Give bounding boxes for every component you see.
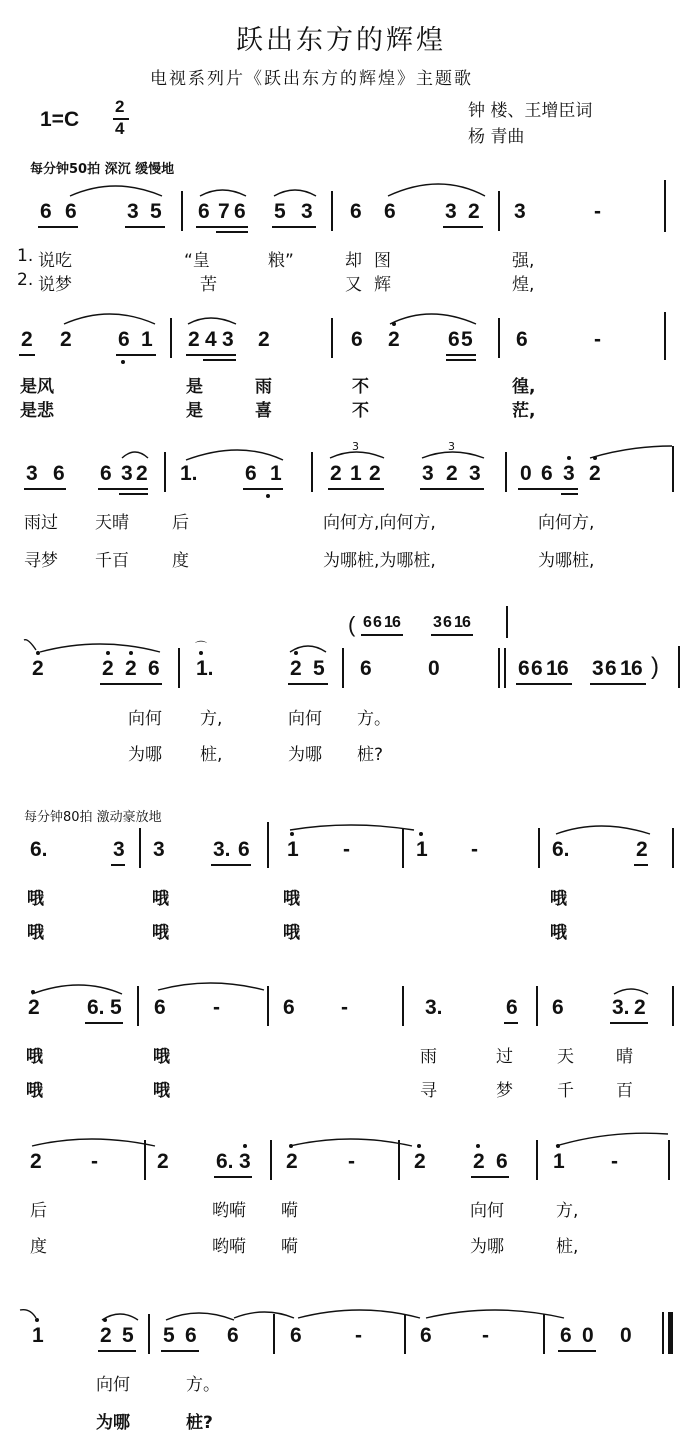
note: 6.	[216, 1150, 234, 1173]
note: 6	[605, 657, 617, 680]
slur	[64, 314, 155, 324]
note: 5	[122, 1324, 134, 1347]
sustain-dash: -	[348, 1150, 355, 1173]
lyric: 度	[172, 551, 189, 571]
note: 6	[516, 328, 528, 351]
triplet-mark: 3	[448, 440, 455, 453]
note: 6	[290, 1324, 302, 1347]
note: 1	[620, 657, 632, 680]
sustain-dash: -	[341, 996, 348, 1019]
slur	[422, 452, 484, 458]
note: 6	[65, 200, 77, 223]
lyric: “皇	[184, 251, 210, 271]
lyric: 千	[557, 1081, 574, 1101]
note: 6	[53, 462, 65, 485]
lyric: 天晴	[95, 513, 129, 533]
note: 6	[448, 328, 460, 351]
lyric: 梦	[496, 1081, 513, 1101]
note: 6	[351, 328, 363, 351]
note: 3.	[425, 996, 443, 1019]
note: 3	[563, 462, 575, 485]
slur	[274, 190, 316, 196]
note: 6	[384, 200, 396, 223]
lyric: 为哪	[128, 745, 162, 765]
note: 2	[636, 838, 648, 861]
note: 1.	[196, 657, 214, 680]
lyric: 后	[172, 513, 189, 533]
lyric: 煌,	[512, 275, 535, 295]
note: 6	[496, 1150, 508, 1173]
lyric: 桩?	[357, 745, 384, 765]
note: 3	[445, 200, 457, 223]
note: 2	[369, 462, 381, 485]
sustain-dash: -	[355, 1324, 362, 1347]
lyric: 喜	[255, 401, 272, 421]
lyric: 方,	[200, 709, 223, 729]
tempo-marking-2: 每分钟80拍 激动豪放地	[24, 810, 162, 825]
lyric: 方。	[357, 709, 391, 729]
lyric: 为哪	[96, 1413, 130, 1433]
note: 6	[552, 996, 564, 1019]
note: 6	[443, 614, 452, 631]
lyric: 向何	[288, 709, 322, 729]
sustain-dash: -	[91, 1150, 98, 1173]
note: 6	[557, 657, 569, 680]
note: 6.	[87, 996, 105, 1019]
note: 2	[60, 328, 72, 351]
note: 0	[520, 462, 532, 485]
note: 6	[420, 1324, 432, 1347]
tie	[556, 1133, 668, 1146]
sustain-dash: -	[482, 1324, 489, 1347]
lyric: 却图	[345, 251, 403, 271]
note: 6	[185, 1324, 197, 1347]
note: 6	[373, 614, 382, 631]
sustain-dash: -	[471, 838, 478, 861]
note: 3	[222, 328, 234, 351]
lyric: 桩,	[200, 745, 223, 765]
lyric: 哦	[26, 1081, 43, 1101]
tie	[590, 446, 672, 458]
lyric: 哦	[153, 1081, 170, 1101]
note: 2	[258, 328, 270, 351]
note: 6	[238, 838, 250, 861]
lyric: 哦	[153, 1047, 170, 1067]
verse-number: 2.	[17, 270, 34, 290]
note: 3.	[213, 838, 231, 861]
note: 1	[384, 614, 393, 631]
note: 2	[290, 657, 302, 680]
note: 6.	[30, 838, 48, 861]
lyric: 为哪桩,	[538, 551, 595, 571]
lyric: 为哪桩,为哪桩,	[323, 551, 436, 571]
note: 6	[541, 462, 553, 485]
note: 1	[553, 1150, 565, 1173]
lyric: 是	[186, 377, 203, 397]
note: 1	[416, 838, 428, 861]
note: 6	[198, 200, 210, 223]
lyric: 桩,	[556, 1237, 579, 1257]
lyric: 向何	[96, 1375, 130, 1395]
sustain-dash: -	[611, 1150, 618, 1173]
lyric: 哦	[152, 923, 169, 943]
note: 0	[582, 1324, 594, 1347]
tie	[24, 640, 36, 650]
note: 6	[234, 200, 246, 223]
note: 5	[110, 996, 122, 1019]
sustain-dash: -	[343, 838, 350, 861]
note: 6	[506, 996, 518, 1019]
lyric: 强,	[512, 251, 535, 271]
note: 0	[428, 657, 440, 680]
note: 6	[283, 996, 295, 1019]
lyric: 过	[496, 1047, 513, 1067]
lyricist-credit: 钟 楼、王增臣词	[468, 101, 593, 121]
note: 6	[518, 657, 530, 680]
tempo-marking-1: 每分钟50拍 深沉 缓慢地	[30, 162, 175, 177]
note: 6	[148, 657, 160, 680]
note: 3	[301, 200, 313, 223]
note: 2	[136, 462, 148, 485]
note: 3	[239, 1150, 251, 1173]
note: 2	[125, 657, 137, 680]
note: 6	[154, 996, 166, 1019]
slur	[330, 452, 384, 458]
note: 5	[313, 657, 325, 680]
tie	[158, 983, 264, 990]
lyric: 哦	[26, 1047, 43, 1067]
note: 3	[26, 462, 38, 485]
lyric: 徨,	[512, 377, 536, 397]
composer-credit: 杨 青曲	[468, 127, 525, 147]
tie	[426, 1310, 564, 1318]
lyric: 后	[30, 1201, 47, 1221]
note: 2	[468, 200, 480, 223]
note: 1	[546, 657, 558, 680]
note: 2	[188, 328, 200, 351]
note: 5	[274, 200, 286, 223]
lyric: 说吃	[38, 251, 72, 271]
lyric: 桩?	[186, 1413, 213, 1433]
lyric: 雨	[255, 377, 272, 397]
tie	[32, 1139, 155, 1146]
lyric: 嗬	[281, 1201, 298, 1221]
lyric: 雨	[420, 1047, 437, 1067]
lyric: 哦	[152, 889, 169, 909]
tie	[20, 1310, 36, 1318]
lyric: 向何	[128, 709, 162, 729]
lyric: 方。	[186, 1375, 220, 1395]
note: 5	[150, 200, 162, 223]
note: 2	[446, 462, 458, 485]
lyric: 粮”	[268, 251, 294, 271]
time-signature-bottom: 4	[115, 119, 125, 138]
lyric: 千百	[95, 551, 129, 571]
lyric: 是悲	[20, 401, 54, 421]
slur	[188, 318, 236, 324]
sustain-dash: -	[594, 200, 601, 223]
lyric: 度	[30, 1237, 47, 1257]
lyric: 向何方,向何方,	[323, 513, 436, 533]
note: 6	[631, 657, 643, 680]
note: 0	[620, 1324, 632, 1347]
slur	[200, 190, 246, 196]
note: 7	[218, 200, 230, 223]
note: 3	[469, 462, 481, 485]
slur	[390, 314, 476, 324]
note: 1	[454, 614, 463, 631]
lyric: 向何	[470, 1201, 504, 1221]
tie	[234, 1312, 294, 1318]
sustain-dash: -	[213, 996, 220, 1019]
note: 3	[422, 462, 434, 485]
note: 1.	[180, 462, 198, 485]
note: 5	[163, 1324, 175, 1347]
slur	[32, 985, 122, 994]
sustain-dash: -	[594, 328, 601, 351]
note: 2	[100, 1324, 112, 1347]
note: 2	[473, 1150, 485, 1173]
note: 2	[634, 996, 646, 1019]
note: 6	[40, 200, 52, 223]
lyric: 哦	[550, 889, 567, 909]
lyric: 寻	[420, 1081, 437, 1101]
tie	[290, 1139, 412, 1146]
slur	[186, 450, 283, 460]
slur	[388, 184, 485, 196]
note: 3	[592, 657, 604, 680]
note: 2	[330, 462, 342, 485]
note: 2	[157, 1150, 169, 1173]
lyric: 方,	[556, 1201, 579, 1221]
slur	[70, 186, 162, 196]
note: 3.	[612, 996, 630, 1019]
time-signature-top: 2	[115, 97, 125, 116]
lyric: 寻梦	[24, 551, 58, 571]
note: 6.	[552, 838, 570, 861]
note: 3	[127, 200, 139, 223]
lyric: 说梦	[38, 275, 72, 295]
lyric: 百	[616, 1081, 633, 1101]
slur	[166, 1313, 234, 1320]
song-subtitle: 电视系列片《跃出东方的辉煌》主题歌	[150, 69, 473, 89]
lyric: 茫,	[512, 401, 536, 421]
lyric: 又辉	[345, 275, 403, 295]
note: 3	[113, 838, 125, 861]
note: 2	[28, 996, 40, 1019]
note: 2	[388, 328, 400, 351]
note: 6	[227, 1324, 239, 1347]
note: 6	[350, 200, 362, 223]
note: 5	[461, 328, 473, 351]
slur	[102, 1314, 138, 1320]
note: 4	[205, 328, 217, 351]
note: 6	[118, 328, 130, 351]
note: 1	[270, 462, 282, 485]
note: 6	[100, 462, 112, 485]
lyric: 为哪	[288, 745, 322, 765]
note: 1	[350, 462, 362, 485]
note: 1	[32, 1324, 44, 1347]
lyric: 哦	[27, 923, 44, 943]
note: 2	[589, 462, 601, 485]
lyric: 哦	[283, 889, 300, 909]
lyric: 不	[352, 377, 369, 397]
note: 2	[21, 328, 33, 351]
note: 6	[531, 657, 543, 680]
lyric: 哦	[27, 889, 44, 909]
note: 6	[360, 657, 372, 680]
slur	[122, 452, 148, 458]
note: 2	[414, 1150, 426, 1173]
note: 3	[514, 200, 526, 223]
paren-close: )	[651, 653, 659, 680]
note: 6	[560, 1324, 572, 1347]
lyric: 是	[186, 401, 203, 421]
note: 6	[392, 614, 401, 631]
note: 2	[32, 657, 44, 680]
lyric: 天	[557, 1047, 574, 1067]
note: 6	[462, 614, 471, 631]
key-signature: 1=C	[40, 108, 80, 131]
slur	[614, 989, 648, 994]
note: 2	[102, 657, 114, 680]
tie	[298, 1310, 420, 1318]
note: 1	[287, 838, 299, 861]
lyric: 哟嗬	[212, 1201, 246, 1221]
note: 6	[245, 462, 257, 485]
note: 6	[363, 614, 372, 631]
lyric: 雨过	[24, 513, 58, 533]
note: 3	[153, 838, 165, 861]
lyric: 不	[352, 401, 369, 421]
note: 3	[121, 462, 133, 485]
tie	[290, 825, 414, 830]
note: 1	[141, 328, 153, 351]
lyric: 晴	[616, 1047, 633, 1067]
lyric: 哦	[283, 923, 300, 943]
slur	[290, 646, 326, 652]
note: 2	[30, 1150, 42, 1173]
lyric: 嗬	[281, 1237, 298, 1257]
slur	[556, 826, 650, 834]
slur	[40, 644, 160, 652]
note: 2	[286, 1150, 298, 1173]
note: 3	[433, 614, 442, 631]
verse-number: 1.	[17, 246, 34, 266]
lyric: 向何方,	[538, 513, 595, 533]
song-title: 跃出东方的辉煌	[236, 25, 446, 56]
lyric: 是风	[20, 377, 54, 397]
lyric: 哦	[550, 923, 567, 943]
lyric: 哟嗬	[212, 1237, 246, 1257]
lyric: 苦	[200, 275, 217, 295]
paren-open: (	[348, 612, 356, 637]
fermata-icon: ⌒	[195, 640, 208, 654]
triplet-mark: 3	[352, 440, 359, 453]
lyric: 为哪	[470, 1237, 504, 1257]
